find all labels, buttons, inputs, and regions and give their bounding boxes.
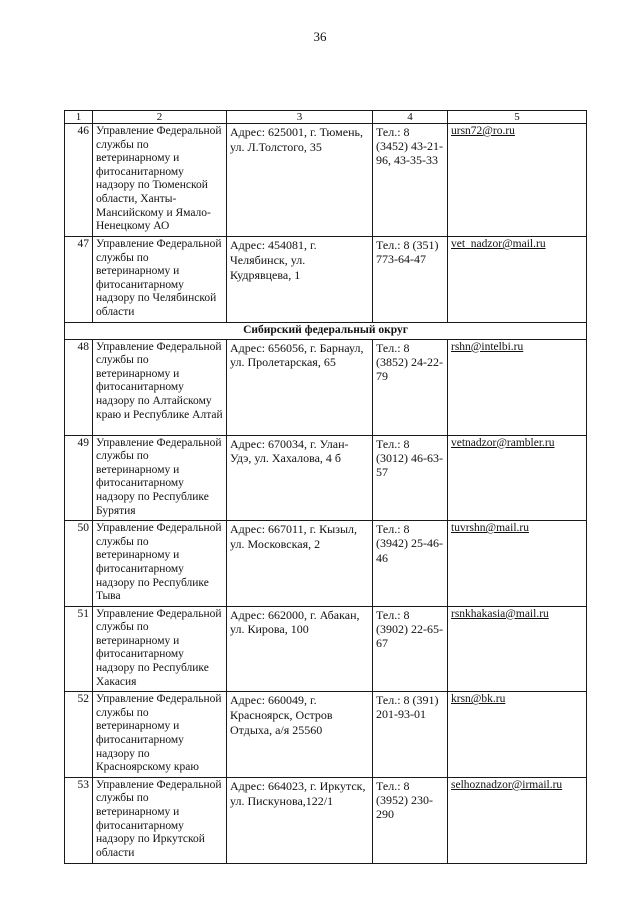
organization-name: Управление Федеральной службы по ветеринарному и фитосанитарному надзору по Республике Бурятия [93, 435, 227, 521]
email-link[interactable]: ursn72@ro.ru [448, 124, 587, 237]
address: Адрес: 670034, г. Улан-Удэ, ул. Хахалова, 4 б [227, 435, 373, 521]
organization-name: Управление Федеральной службы по ветеринарному и фитосанитарному надзору по Алтайскому краю и Республике Алтай [93, 339, 227, 435]
column-number: 4 [373, 111, 448, 124]
phone: Тел.: 8 (3952) 230-290 [373, 777, 448, 863]
page-number: 36 [313, 29, 327, 44]
table-row [65, 237, 587, 323]
organization-name: Управление Федеральной службы по ветеринарному и фитосанитарному надзору по Красноярскому краю [93, 692, 227, 778]
email-link[interactable]: selhoznadzor@irmail.ru [448, 777, 587, 863]
phone: Тел.: 8 (3452) 43-21-96, 43-35-33 [373, 124, 448, 237]
district-heading: Сибирский федеральный округ [65, 322, 587, 339]
organization-name: Управление Федеральной службы по ветеринарному и фитосанитарному надзору по Тюменской области, Ханты-Мансийскому и Ямало-Ненецкому АО [93, 124, 227, 237]
phone: Тел.: 8 (391) 201-93-01 [373, 692, 448, 778]
organization-name: Управление Федеральной службы по ветеринарному и фитосанитарному надзору по Республике Хакасия [93, 606, 227, 692]
table-row [65, 692, 587, 778]
address: Адрес: 625001, г. Тюмень, ул. Л.Толстого, 35 [227, 124, 373, 237]
row-number: 49 [65, 435, 93, 521]
email-link[interactable]: vetnadzor@rambler.ru [448, 435, 587, 521]
row-number: 46 [65, 124, 93, 237]
column-number: 1 [65, 111, 93, 124]
table-row [65, 435, 587, 521]
address: Адрес: 662000, г. Абакан, ул. Кирова, 100 [227, 606, 373, 692]
email-link[interactable]: rsnkhakasia@mail.ru [448, 606, 587, 692]
table-body [65, 124, 587, 864]
address: Адрес: 667011, г. Кызыл, ул. Московская, 2 [227, 521, 373, 607]
row-number: 47 [65, 237, 93, 323]
organization-name: Управление Федеральной службы по ветеринарному и фитосанитарному надзору по Челябинской области [93, 237, 227, 323]
address: Адрес: 664023, г. Иркутск, ул. Пискунова,122/1 [227, 777, 373, 863]
email-link[interactable]: vet_nadzor@mail.ru [448, 237, 587, 323]
row-number: 52 [65, 692, 93, 778]
address: Адрес: 454081, г. Челябинск, ул. Кудрявцева, 1 [227, 237, 373, 323]
column-number-row [65, 111, 587, 124]
phone: Тел.: 8 (3942) 25-46-46 [373, 521, 448, 607]
email-link[interactable]: tuvrshn@mail.ru [448, 521, 587, 607]
organization-name: Управление Федеральной службы по ветеринарному и фитосанитарному надзору по Иркутской области [93, 777, 227, 863]
phone: Тел.: 8 (3012) 46-63-57 [373, 435, 448, 521]
registry-table [64, 110, 587, 864]
table-row [65, 606, 587, 692]
row-number: 51 [65, 606, 93, 692]
email-link[interactable]: rshn@intelbi.ru [448, 339, 587, 435]
column-number: 3 [227, 111, 373, 124]
address: Адрес: 660049, г. Красноярск, Остров Отдыха, а/я 25560 [227, 692, 373, 778]
phone: Тел.: 8 (3902) 22-65-67 [373, 606, 448, 692]
row-number: 53 [65, 777, 93, 863]
address: Адрес: 656056, г. Барнаул, ул. Пролетарская, 65 [227, 339, 373, 435]
column-number: 5 [448, 111, 587, 124]
organization-name: Управление Федеральной службы по ветеринарному и фитосанитарному надзору по Республике Тыва [93, 521, 227, 607]
row-number: 50 [65, 521, 93, 607]
table-row [65, 777, 587, 863]
district-row [65, 322, 587, 339]
phone: Тел.: 8 (3852) 24-22-79 [373, 339, 448, 435]
table-row [65, 339, 587, 435]
table-header [65, 111, 587, 124]
row-number: 48 [65, 339, 93, 435]
column-number: 2 [93, 111, 227, 124]
table-row [65, 521, 587, 607]
phone: Тел.: 8 (351) 773-64-47 [373, 237, 448, 323]
table-row [65, 124, 587, 237]
email-link[interactable]: krsn@bk.ru [448, 692, 587, 778]
